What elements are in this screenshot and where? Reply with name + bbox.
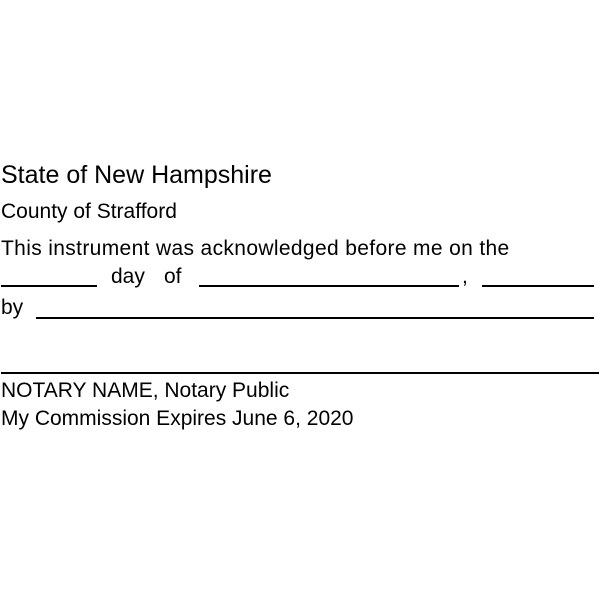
county-line: County of Strafford — [1, 200, 177, 223]
acknowledger-name-blank[interactable] — [36, 317, 594, 319]
month-blank[interactable] — [199, 285, 459, 287]
acknowledgment-text: This instrument was acknowledged before me on the — [1, 237, 510, 260]
of-label: of — [164, 265, 182, 288]
by-row — [1, 297, 597, 325]
signature-line[interactable] — [1, 372, 599, 374]
day-number-blank[interactable] — [1, 285, 97, 287]
notary-name-line: NOTARY NAME, Notary Public — [1, 379, 290, 402]
state-title: State of New Hampshire — [1, 161, 272, 189]
commission-expiration: My Commission Expires June 6, 2020 — [1, 407, 354, 430]
year-blank[interactable] — [482, 285, 594, 287]
date-comma: , — [462, 265, 468, 288]
date-row — [1, 266, 597, 294]
day-label: day — [111, 265, 145, 288]
by-label: by — [1, 296, 24, 319]
